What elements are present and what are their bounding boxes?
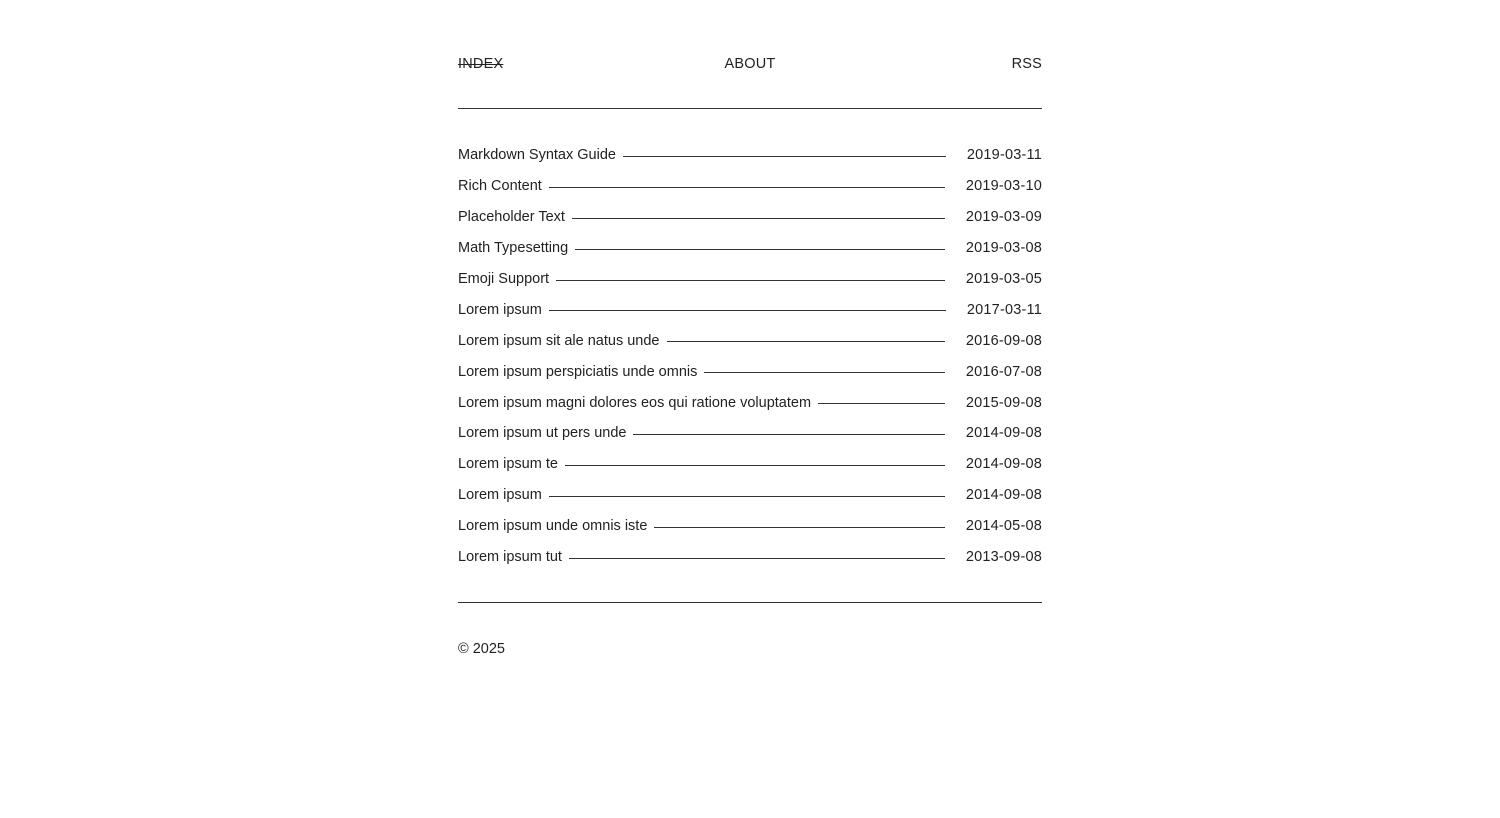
footer-divider bbox=[458, 602, 1042, 603]
post-title-link[interactable]: Lorem ipsum ut pers unde bbox=[458, 425, 627, 442]
post-date: 2019-03-08 bbox=[965, 240, 1042, 257]
post-title-link[interactable]: Placeholder Text bbox=[458, 209, 565, 226]
top-nav bbox=[458, 54, 1042, 74]
post-leader-line bbox=[569, 558, 945, 559]
header-divider bbox=[458, 108, 1042, 109]
post-leader-line bbox=[654, 527, 944, 528]
post-list-item bbox=[458, 356, 1042, 387]
post-leader-line bbox=[572, 218, 945, 219]
post-title-link[interactable]: Markdown Syntax Guide bbox=[458, 147, 616, 164]
post-date: 2014-09-08 bbox=[965, 487, 1042, 504]
post-title-link[interactable]: Lorem ipsum magni dolores eos qui ratione voluptatem bbox=[458, 394, 812, 411]
post-leader-line bbox=[565, 465, 945, 466]
post-title-link[interactable]: Lorem ipsum tut bbox=[458, 549, 562, 566]
post-list-item bbox=[458, 387, 1042, 418]
post-list-item bbox=[458, 480, 1042, 511]
post-title-link[interactable]: Lorem ipsum bbox=[458, 301, 542, 318]
post-leader-line bbox=[704, 372, 944, 373]
post-list-item bbox=[458, 294, 1042, 325]
nav-link-about[interactable]: ABOUT bbox=[724, 56, 776, 72]
post-list-item bbox=[458, 511, 1042, 542]
post-leader-line bbox=[575, 249, 945, 250]
post-list bbox=[458, 140, 1042, 572]
post-title-link[interactable]: Lorem ipsum te bbox=[458, 456, 558, 473]
nav-link-rss[interactable]: RSS bbox=[1011, 56, 1042, 72]
post-list-item bbox=[458, 264, 1042, 295]
post-leader-line bbox=[556, 280, 945, 281]
post-leader-line bbox=[818, 403, 945, 404]
post-leader-line bbox=[549, 187, 945, 188]
post-title-link[interactable]: Math Typesetting bbox=[458, 240, 569, 257]
post-date: 2016-09-08 bbox=[965, 332, 1042, 349]
post-date: 2019-03-10 bbox=[965, 178, 1042, 195]
post-leader-line bbox=[667, 341, 945, 342]
post-date: 2019-03-09 bbox=[965, 209, 1042, 226]
post-leader-line bbox=[549, 310, 946, 311]
post-title-link[interactable]: Lorem ipsum unde omnis iste bbox=[458, 518, 648, 535]
nav-link-index[interactable]: INDEX bbox=[458, 56, 504, 72]
post-date: 2016-07-08 bbox=[965, 363, 1042, 380]
post-leader-line bbox=[549, 496, 945, 497]
post-date: 2014-09-08 bbox=[965, 456, 1042, 473]
post-list-item bbox=[458, 325, 1042, 356]
post-leader-line bbox=[623, 156, 946, 157]
post-title-link[interactable]: Emoji Support bbox=[458, 271, 550, 287]
post-date: 2019-03-05 bbox=[965, 271, 1042, 287]
post-date: 2017-03-11 bbox=[966, 301, 1042, 318]
post-list-item bbox=[458, 449, 1042, 480]
post-list-item bbox=[458, 140, 1042, 171]
post-title-link[interactable]: Lorem ipsum bbox=[458, 487, 542, 504]
post-list-item bbox=[458, 418, 1042, 449]
post-date: 2014-09-08 bbox=[965, 425, 1042, 442]
post-list-item bbox=[458, 233, 1042, 264]
post-list-item bbox=[458, 171, 1042, 202]
post-date: 2015-09-08 bbox=[965, 394, 1042, 411]
post-title-link[interactable]: Lorem ipsum sit ale natus unde bbox=[458, 332, 660, 349]
footer-copyright: © 2025 bbox=[458, 641, 505, 657]
post-leader-line bbox=[633, 434, 944, 435]
post-list-item bbox=[458, 542, 1042, 573]
post-date: 2019-03-11 bbox=[966, 147, 1042, 164]
post-title-link[interactable]: Lorem ipsum perspiciatis unde omnis bbox=[458, 363, 698, 380]
post-date: 2014-05-08 bbox=[965, 518, 1042, 535]
post-title-link[interactable]: Rich Content bbox=[458, 178, 542, 195]
post-list-item bbox=[458, 202, 1042, 233]
post-date: 2013-09-08 bbox=[965, 549, 1042, 566]
